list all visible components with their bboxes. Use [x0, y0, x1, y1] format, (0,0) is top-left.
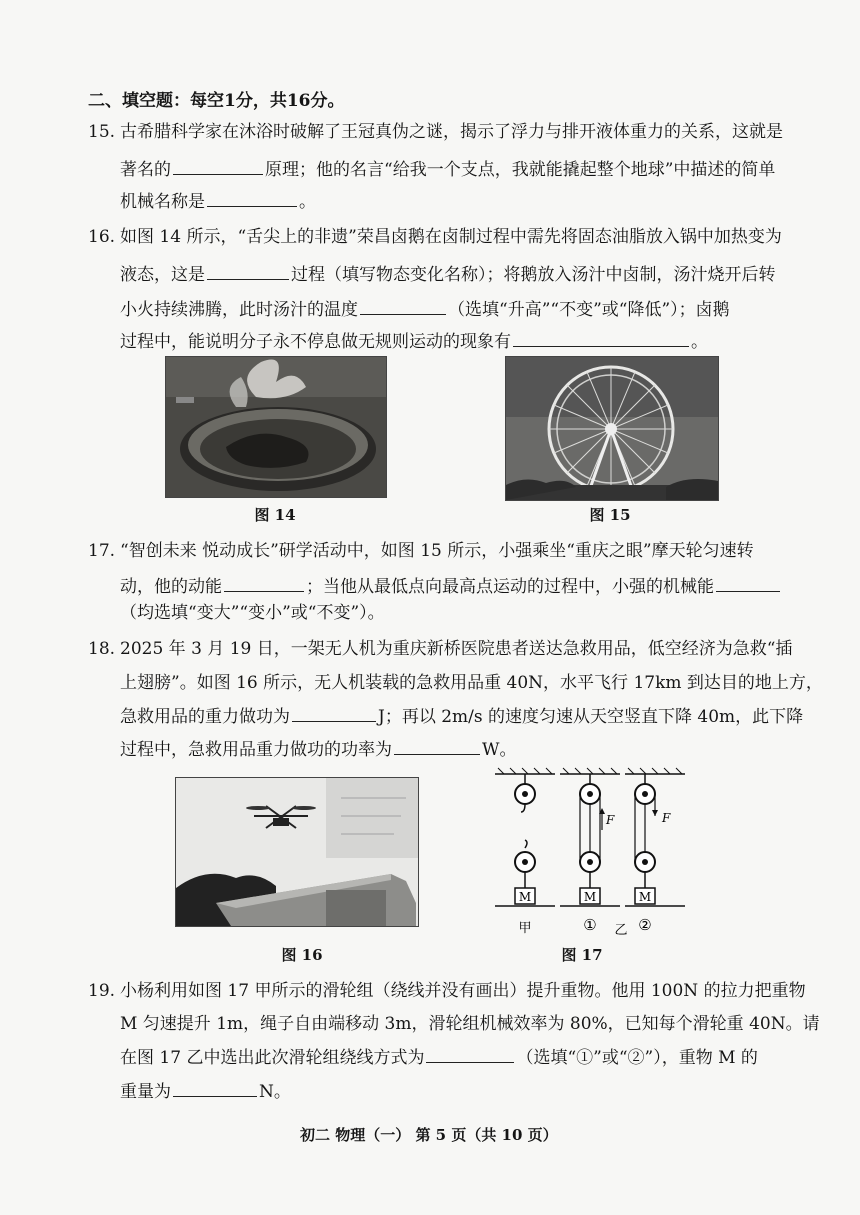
q19-text1: 小杨利用如图 17 甲所示的滑轮组（绕线并没有画出）提升重物。他用 100N 的拉力把重物: [120, 981, 806, 1001]
q18-blank1[interactable]: [292, 705, 376, 722]
wok-illustration: [166, 357, 386, 497]
q16-text4b: 。: [691, 332, 708, 352]
q16-line4: [120, 330, 708, 353]
q16-text2a: 液态，这是: [120, 265, 205, 285]
q15-text2a: 著名的: [120, 160, 171, 180]
q16-text2b: 过程（填写物态变化名称）；将鹅放入汤汁中卤制，汤汁烧开后转: [291, 265, 776, 285]
q15-text3a: 机械名称是: [120, 192, 205, 212]
q19-number: 19.: [88, 981, 116, 1001]
q17-text2a: 动，他的动能: [120, 577, 222, 597]
q16-line3: [120, 298, 730, 321]
label-circle-1: ①: [583, 916, 597, 934]
q18-text3b: J；再以 2m/s 的速度匀速从天空竖直下降 40m，此下降: [378, 707, 804, 727]
q18-number: 18.: [88, 639, 116, 659]
label-yi: 乙: [614, 923, 628, 938]
q17-text1: “智创未来 悦动成长”研学活动中，如图 15 所示，小强乘坐“重庆之眼”摩天轮匀速转: [120, 541, 754, 561]
q16-line1: [88, 226, 782, 248]
q15-number: 15.: [88, 122, 116, 142]
q17-line1: [88, 540, 754, 562]
fig15-caption: 图 15: [589, 506, 631, 524]
q19-text4a: 重量为: [120, 1082, 171, 1102]
q18-line2: 上翅膀”。如图 16 所示，无人机装载的急救用品重 40N，水平飞行 17km 到达目的地上方，: [120, 673, 823, 693]
label-M-jia: M: [518, 890, 532, 904]
pulley-set-jia: [495, 774, 555, 906]
q17-text2b: ；当他从最低点向最高点运动的过程中，小强的机械能: [306, 577, 714, 597]
q19-line4: [120, 1080, 291, 1103]
q16-line2: [120, 263, 776, 286]
q15-blank2[interactable]: [207, 190, 297, 207]
q18-blank2[interactable]: [394, 738, 480, 755]
q15-text2b: 原理；他的名言“给我一个支点，我就能撬起整个地球”中描述的简单: [265, 160, 776, 180]
label-M-2: M: [638, 890, 652, 904]
label-F-2: F: [662, 811, 671, 825]
q18-text4b: W。: [482, 740, 517, 760]
q17-number: 17.: [88, 541, 116, 561]
label-jia: 甲: [518, 921, 532, 936]
q15-text1: 古希腊科学家在沐浴时破解了王冠真伪之谜，揭示了浮力与排开液体重力的关系，这就是: [120, 122, 783, 142]
q18-line4: [120, 738, 516, 761]
q19-line2: M 匀速提升 1m，绳子自由端移动 3m，滑轮组机械效率为 80%，已知每个滑轮重 40N。请: [120, 1014, 820, 1034]
q19-blank1[interactable]: [426, 1046, 514, 1063]
q16-text1: 如图 14 所示，“舌尖上的非遗”荣昌卤鹅在卤制过程中需先将固态油脂放入锅中加热变为: [120, 227, 782, 247]
pulley-set-1: [560, 774, 620, 906]
fig17-pulley-diagram: [490, 766, 690, 938]
q19-blank2[interactable]: [173, 1080, 257, 1097]
q16-text4a: 过程中，能说明分子永不停息做无规则运动的现象有: [120, 332, 511, 352]
pulley-set-2: [625, 774, 685, 906]
fig15-photo: [505, 356, 719, 501]
q15-line2: [120, 158, 775, 181]
q17-line2: [120, 575, 782, 598]
q15-line3: [120, 190, 316, 213]
q17-blank2[interactable]: [716, 575, 780, 592]
ferris-wheel-illustration: [506, 357, 718, 500]
fig16-caption: 图 16: [281, 946, 323, 964]
q16-blank1[interactable]: [207, 263, 289, 280]
q18-line1: [88, 638, 792, 660]
fig14-caption: 图 14: [254, 506, 296, 524]
q18-line3: [120, 705, 803, 728]
q18-text1: 2025 年 3 月 19 日，一架无人机为重庆新桥医院患者送达急救用品，低空经济为急救“插: [120, 639, 793, 659]
page-footer: 初二 物理（一） 第 5 页（共 10 页）: [300, 1126, 558, 1144]
label-circle-2: ②: [638, 916, 652, 934]
q19-text3b: （选填“①”或“②”），重物 M 的: [516, 1048, 758, 1068]
section-heading: 二、填空题：每空1分，共16分。: [88, 91, 345, 111]
q16-text3a: 小火持续沸腾，此时汤汁的温度: [120, 300, 358, 320]
q16-blank3[interactable]: [513, 330, 689, 347]
drone-illustration: [176, 778, 418, 926]
q16-blank2[interactable]: [360, 298, 446, 315]
q17-line3: （均选填“变大”“变小”或“不变”）。: [120, 603, 385, 623]
q19-text4b: N。: [259, 1082, 291, 1102]
label-F-1: F: [606, 813, 615, 827]
q16-number: 16.: [88, 227, 116, 247]
q18-text3a: 急救用品的重力做功为: [120, 707, 290, 727]
q17-blank1[interactable]: [224, 575, 304, 592]
q19-line3: [120, 1046, 758, 1069]
q19-text3a: 在图 17 乙中选出此次滑轮组绕线方式为: [120, 1048, 425, 1068]
q16-text3b: （选填“升高”“不变”或“降低”）；卤鹅: [448, 300, 730, 320]
q15-text3b: 。: [299, 192, 316, 212]
label-M-1: M: [583, 890, 597, 904]
q18-text4a: 过程中，急救用品重力做功的功率为: [120, 740, 392, 760]
q19-line1: [88, 980, 806, 1002]
fig14-photo: [165, 356, 387, 498]
fig17-caption: 图 17: [561, 946, 603, 964]
q15-blank1[interactable]: [173, 158, 263, 175]
fig16-photo: [175, 777, 419, 927]
q15-line1: [88, 121, 783, 143]
